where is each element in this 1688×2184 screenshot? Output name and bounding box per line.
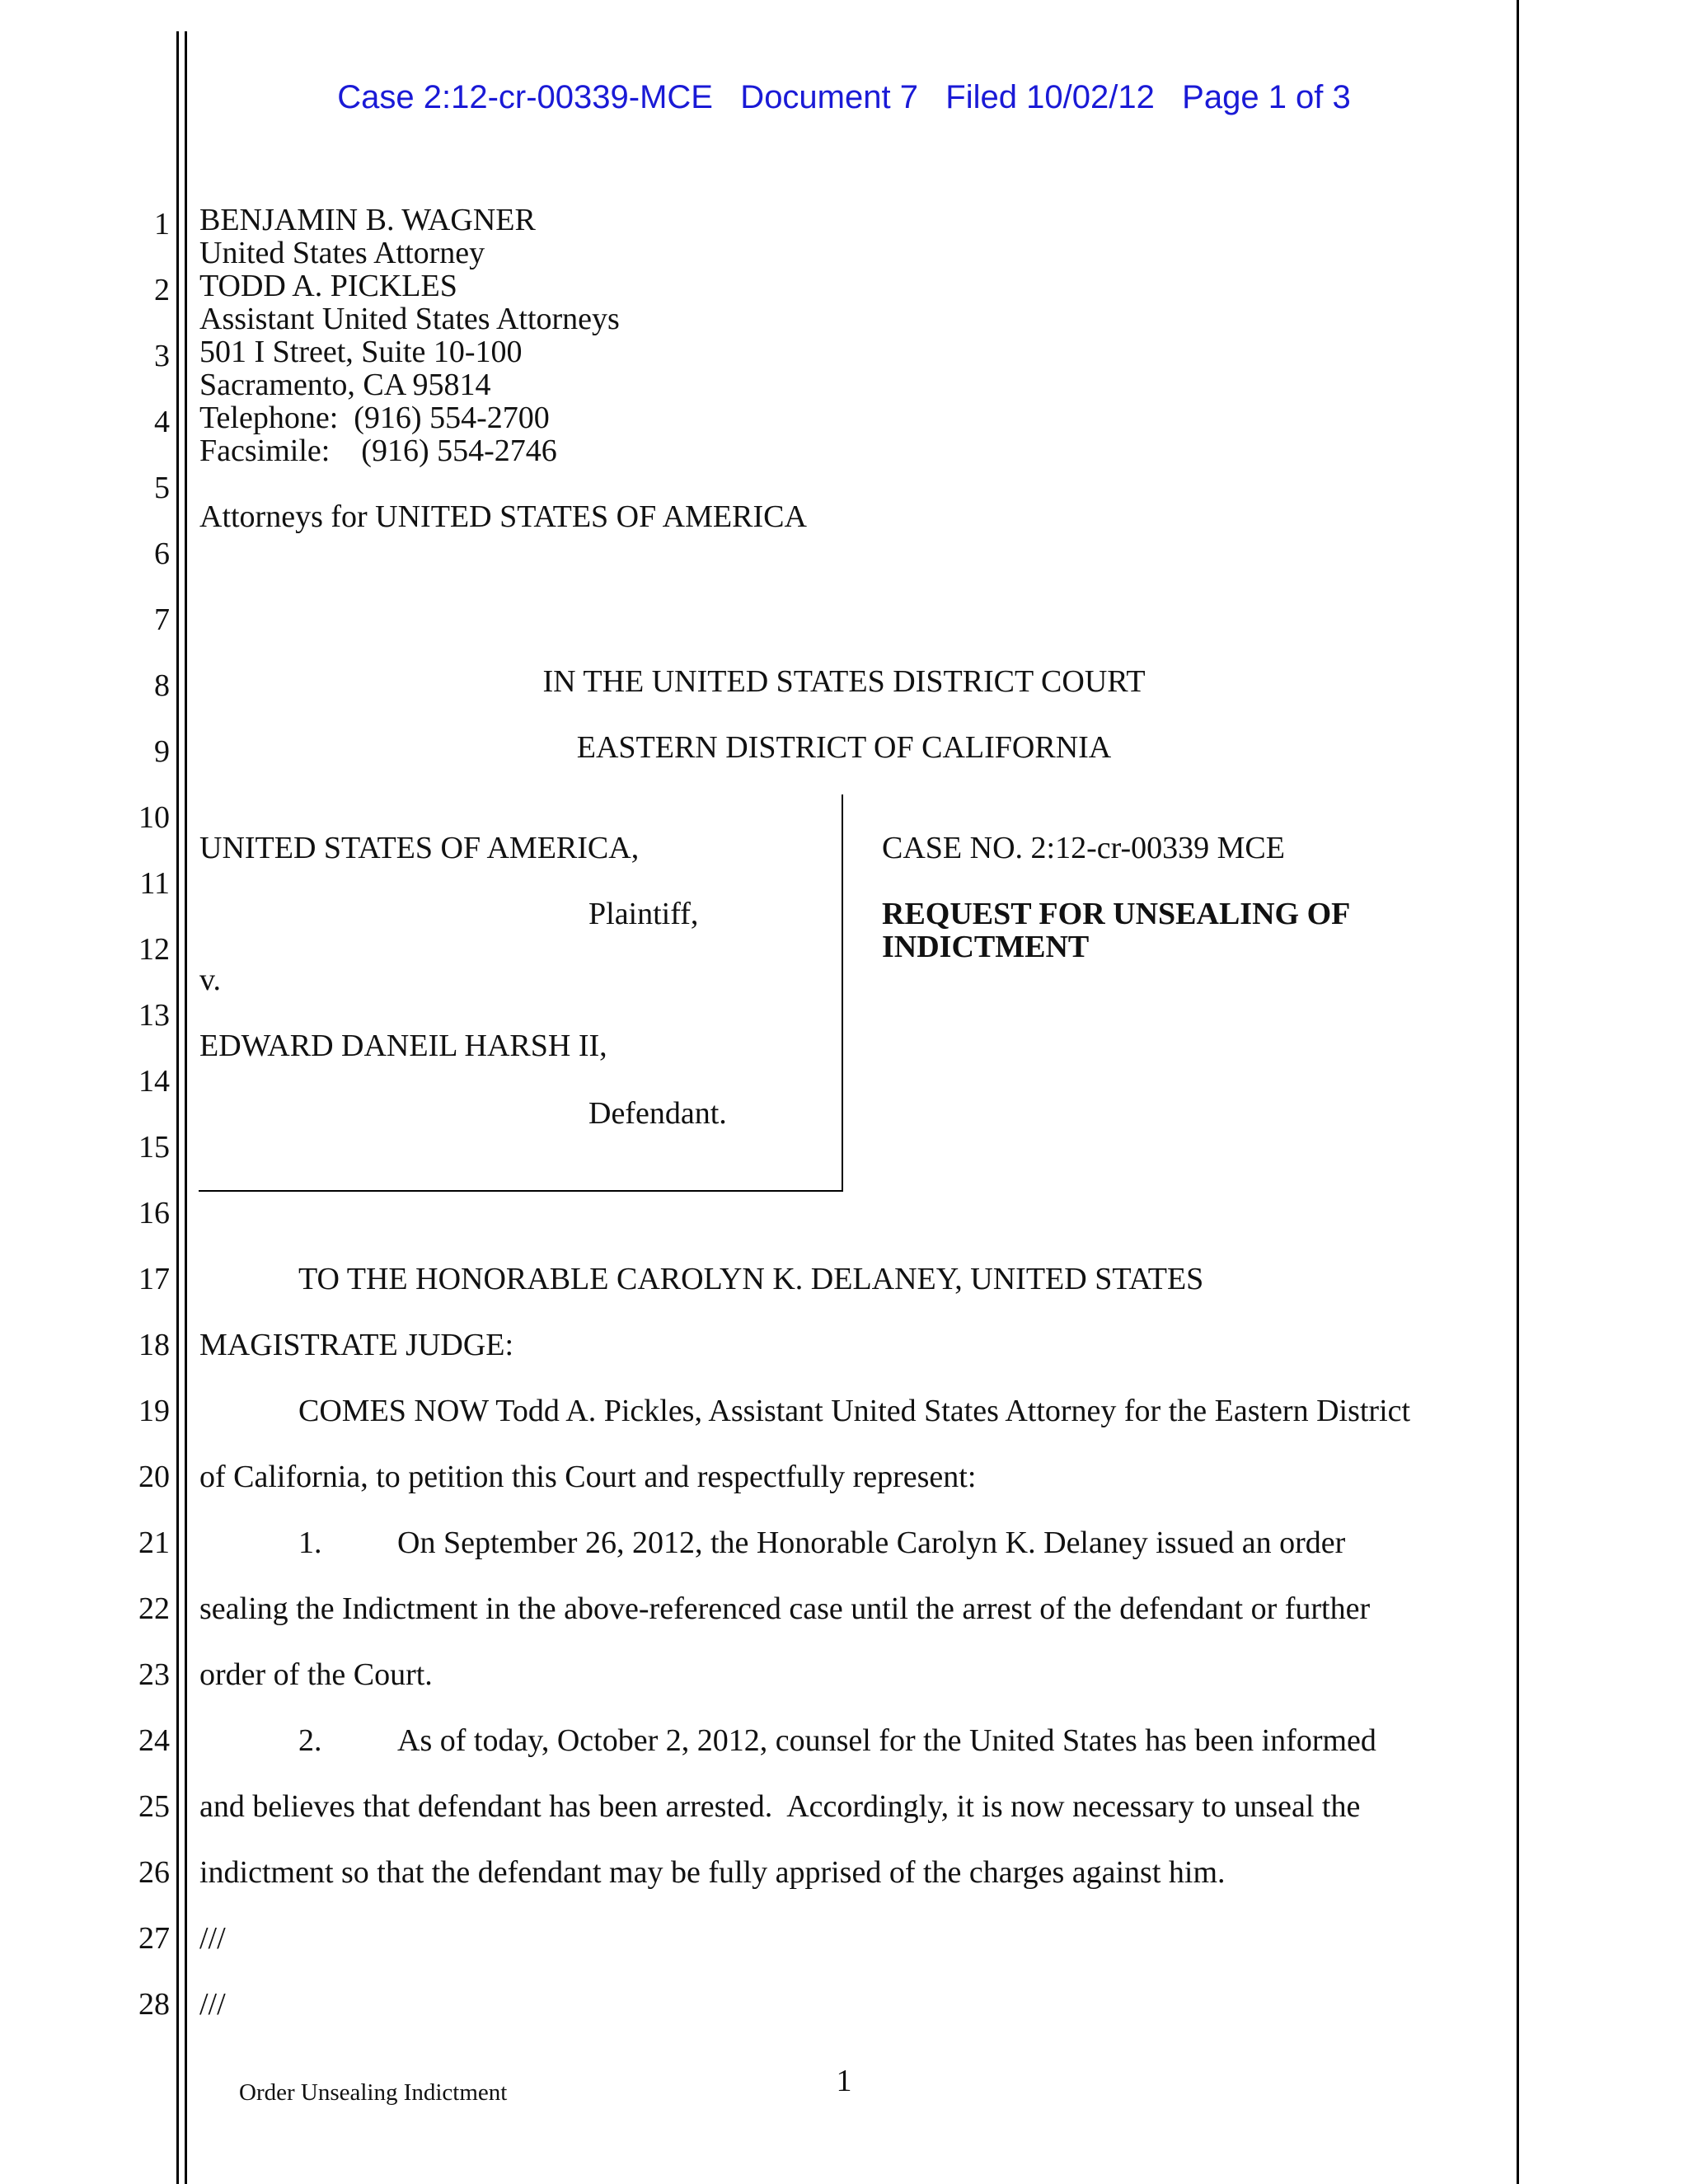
line-number: 16 <box>138 1196 170 1230</box>
intro-paragraph: COMES NOW Todd A. Pickles, Assistant United States Attorney for the Eastern District <box>298 1394 1411 1428</box>
line-number: 20 <box>138 1460 170 1494</box>
paragraph-2-line2: and believes that defendant has been arrested. Accordingly, it is now necessary to unseal the <box>199 1789 1361 1824</box>
addressee-line2: MAGISTRATE JUDGE: <box>199 1328 514 1362</box>
intro-paragraph-line2: of California, to petition this Court and respectfully represent: <box>199 1460 977 1494</box>
line-number: 12 <box>138 932 170 967</box>
line-number: 21 <box>138 1526 170 1560</box>
attorney-line: Facsimile: (916) 554-2746 <box>199 434 557 468</box>
line-number: 13 <box>138 998 170 1033</box>
paragraph-1: On September 26, 2012, the Honorable Carolyn K. Delaney issued an order <box>397 1526 1346 1560</box>
line-number: 6 <box>154 537 170 571</box>
ecf-filing-header: Case 2:12-cr-00339-MCE Document 7 Filed 10/02/12 Page 1 of 3 <box>337 79 1351 115</box>
line-number: 14 <box>138 1064 170 1099</box>
court-name: IN THE UNITED STATES DISTRICT COURT <box>542 664 1146 699</box>
attorney-line: BENJAMIN B. WAGNER <box>199 203 536 237</box>
addressee: TO THE HONORABLE CAROLYN K. DELANEY, UNITED STATES <box>298 1262 1204 1296</box>
footer-document-title: Order Unsealing Indictment <box>239 2079 508 2106</box>
line-number: 24 <box>138 1723 170 1758</box>
line-number: 5 <box>154 471 170 505</box>
paragraph-1-line3: order of the Court. <box>199 1657 433 1692</box>
line-number: 3 <box>154 339 170 373</box>
caption-bottom-rule <box>199 1190 843 1192</box>
paragraph-2-line3: indictment so that the defendant may be fully apprised of the charges against him. <box>199 1855 1226 1890</box>
document-title: REQUEST FOR UNSEALING OF <box>882 897 1351 931</box>
attorney-line: United States Attorney <box>199 236 485 270</box>
line-number: 27 <box>138 1921 170 1956</box>
line-number: 11 <box>139 866 170 901</box>
right-margin-rule <box>1517 0 1519 2184</box>
plaintiff-role: Plaintiff, <box>588 897 699 931</box>
versus: v. <box>199 963 222 997</box>
line-number: 19 <box>138 1394 170 1428</box>
line-number: 25 <box>138 1789 170 1824</box>
attorney-line: 501 I Street, Suite 10-100 <box>199 335 523 369</box>
line-number: 17 <box>138 1262 170 1296</box>
line-number: 28 <box>138 1987 170 2022</box>
line-number: 18 <box>138 1328 170 1362</box>
paragraph-2: As of today, October 2, 2012, counsel for the United States has been informed <box>397 1723 1376 1758</box>
line-number: 1 <box>154 207 170 241</box>
defendant-role: Defendant. <box>588 1096 727 1131</box>
line-number: 23 <box>138 1657 170 1692</box>
paragraph-1-number: 1. <box>298 1526 322 1560</box>
document-title-line2: INDICTMENT <box>882 930 1090 964</box>
left-margin-rule-inner <box>185 31 187 2184</box>
paragraph-2-number: 2. <box>298 1723 322 1758</box>
caption-vertical-rule <box>842 794 843 1192</box>
attorney-line: Sacramento, CA 95814 <box>199 368 491 402</box>
page-number: 1 <box>836 2064 852 2098</box>
left-margin-rule-outer <box>176 31 179 2184</box>
line-number: 8 <box>154 668 170 703</box>
court-district: EASTERN DISTRICT OF CALIFORNIA <box>576 730 1112 765</box>
case-number: CASE NO. 2:12-cr-00339 MCE <box>882 831 1285 865</box>
line-number: 26 <box>138 1855 170 1890</box>
line-number: 4 <box>154 405 170 439</box>
paragraph-1-line2: sealing the Indictment in the above-referenced case until the arrest of the defendant or further <box>199 1591 1371 1626</box>
attorney-line: TODD A. PICKLES <box>199 269 457 303</box>
line-number: 7 <box>154 602 170 637</box>
attorney-line: Telephone: (916) 554-2700 <box>199 401 550 435</box>
continuation-mark: /// <box>199 1921 226 1956</box>
line-number: 15 <box>138 1130 170 1165</box>
continuation-mark: /// <box>199 1987 226 2022</box>
line-number: 10 <box>138 800 170 835</box>
plaintiff-name: UNITED STATES OF AMERICA, <box>199 831 640 865</box>
line-number: 22 <box>138 1591 170 1626</box>
attorneys-for: Attorneys for UNITED STATES OF AMERICA <box>199 499 807 534</box>
attorney-line: Assistant United States Attorneys <box>199 302 620 336</box>
line-number: 2 <box>154 273 170 307</box>
defendant-name: EDWARD DANEIL HARSH II, <box>199 1029 607 1063</box>
line-number: 9 <box>154 734 170 769</box>
